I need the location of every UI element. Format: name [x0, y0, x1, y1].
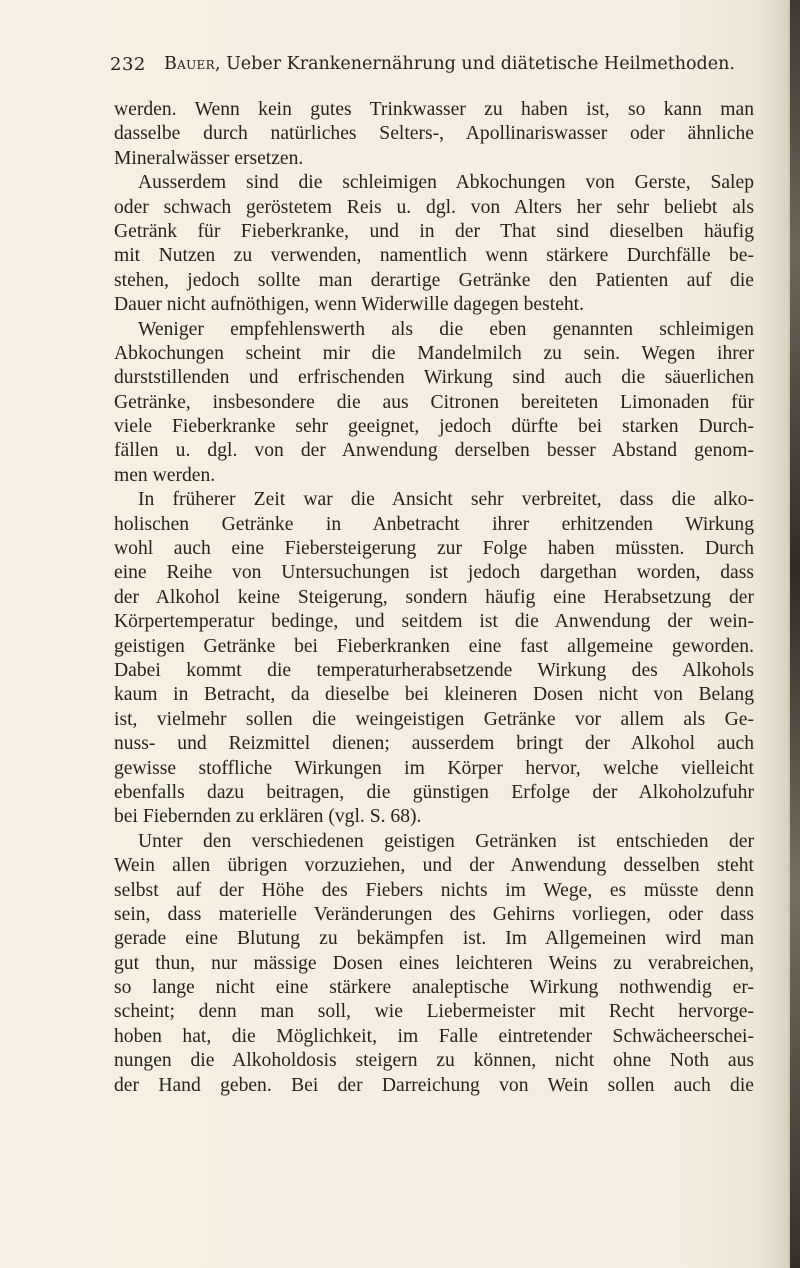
text-line: In früherer Zeit war die Ansicht sehr verbreitet, dass die alko-: [138, 489, 754, 511]
text-line: nungen die Alkoholdosis steigern zu können, nicht ohne Noth aus: [114, 1050, 754, 1072]
text-line: eine Reihe von Untersuchungen ist jedoch dargethan worden, dass: [114, 562, 754, 584]
text-line: gerade eine Blutung zu bekämpfen ist. Im Allgemeinen wird man: [114, 928, 754, 950]
text-line: Wein allen übrigen vorzuziehen, und der Anwendung desselben steht: [114, 855, 754, 877]
text-line: fällen u. dgl. von der Anwendung derselben besser Abstand genom-: [114, 440, 754, 462]
text-line: scheint; denn man soll, wie Liebermeister mit Recht hervorge-: [114, 1001, 754, 1023]
text-line: sein, dass materielle Veränderungen des Gehirns vorliegen, oder dass: [114, 903, 754, 925]
page-header: [0, 52, 800, 78]
text-line: der Hand geben. Bei der Darreichung von Wein sollen auch die: [114, 1074, 754, 1096]
running-title-text: , Ueber Krankenernährung und diätetische Heilmethoden.: [214, 54, 735, 74]
text-line: Ausserdem sind die schleimigen Abkochungen von Gerste, Salep: [138, 172, 754, 194]
text-line: bei Fiebernden zu erklären (vgl. S. 68).: [114, 806, 422, 828]
text-line: gewisse stoffliche Wirkungen im Körper hervor, welche vielleicht: [114, 757, 754, 779]
page-number: 232: [110, 54, 146, 75]
text-line: holischen Getränke in Anbetracht ihrer erhitzenden Wirkung: [114, 513, 754, 535]
text-line: Weniger empfehlenswerth als die eben genannten schleimigen: [138, 318, 754, 340]
text-line: gut thun, nur mässige Dosen eines leichteren Weins zu verabreichen,: [114, 952, 754, 974]
text-line: Getränke, insbesondere die aus Citronen bereiteten Limonaden für: [114, 391, 754, 413]
text-line: stehen, jedoch sollte man derartige Getränke den Patienten auf die: [114, 269, 754, 291]
text-line: nuss- und Reizmittel dienen; ausserdem bringt der Alkohol auch: [114, 733, 754, 755]
text-line: Mineralwässer ersetzen.: [114, 147, 304, 169]
text-line: wohl auch eine Fiebersteigerung zur Folge haben müssten. Durch: [114, 538, 754, 560]
text-line: oder schwach geröstetem Reis u. dgl. von Alters her sehr beliebt als: [114, 196, 754, 218]
book-spine-edge: [790, 0, 800, 1268]
text-line: Abkochungen scheint mir die Mandelmilch zu sein. Wegen ihrer: [114, 342, 754, 364]
text-line: der Alkohol keine Steigerung, sondern häufig eine Herabsetzung der: [114, 586, 754, 608]
text-line: Körpertemperatur bedinge, und seitdem ist die Anwendung der wein-: [114, 611, 754, 633]
text-line: mit Nutzen zu verwenden, namentlich wenn stärkere Durchfälle be-: [114, 245, 754, 267]
text-line: men werden.: [114, 464, 216, 486]
text-line: werden. Wenn kein gutes Trinkwasser zu haben ist, so kann man: [114, 99, 754, 120]
text-line: Dauer nicht aufnöthigen, wenn Widerwille dagegen besteht.: [114, 294, 585, 316]
running-title-author: Bauer: [164, 54, 215, 74]
text-line: hoben hat, die Möglichkeit, im Falle eintretender Schwächeerschei-: [114, 1025, 754, 1047]
text-line: dasselbe durch natürliches Selters-, Apollinariswasser oder ähnliche: [114, 123, 754, 145]
running-title: [164, 54, 735, 74]
text-line: geistigen Getränke bei Fieberkranken eine fast allgemeine geworden.: [114, 635, 754, 657]
text-line: selbst auf der Höhe des Fiebers nichts im Wege, es müsste denn: [114, 879, 754, 901]
text-line: durststillenden und erfrischenden Wirkung sind auch die säuerlichen: [114, 367, 754, 389]
body-text: [114, 98, 754, 1098]
text-line: ebenfalls dazu beitragen, die günstigen Erfolge der Alkoholzufuhr: [114, 781, 754, 803]
text-line: Unter den verschiedenen geistigen Getränken ist entschieden der: [138, 830, 754, 852]
text-line: Dabei kommt die temperaturherabsetzende Wirkung des Alkohols: [114, 659, 754, 681]
text-line: Getränk für Fieberkranke, und in der That sind dieselben häufig: [114, 220, 754, 242]
text-line: viele Fieberkranke sehr geeignet, jedoch dürfte bei starken Durch-: [114, 416, 754, 438]
text-line: kaum in Betracht, da dieselbe bei kleineren Dosen nicht von Belang: [114, 684, 754, 706]
text-line: so lange nicht eine stärkere analeptische Wirkung nothwendig er-: [114, 977, 754, 999]
text-line: ist, vielmehr sollen die weingeistigen Getränke vor allem als Ge-: [114, 708, 754, 730]
